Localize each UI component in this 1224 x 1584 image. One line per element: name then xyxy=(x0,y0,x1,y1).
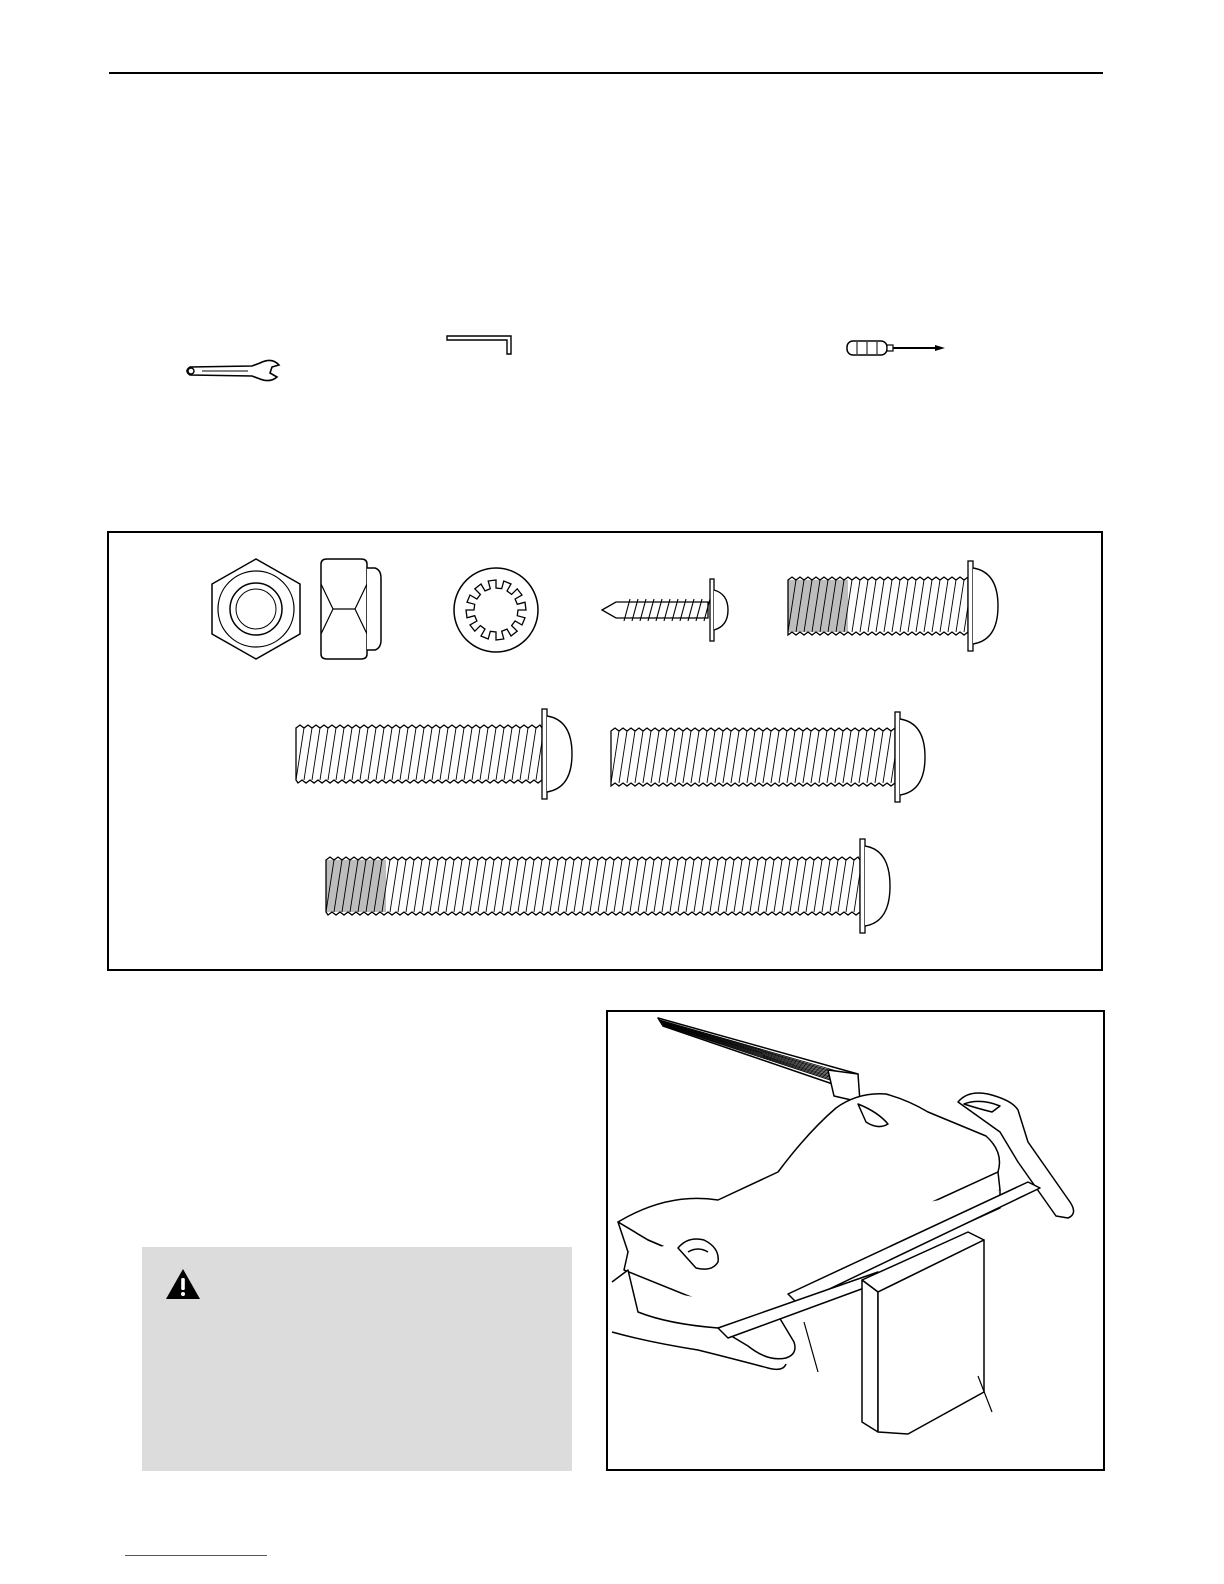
hex-key-icon xyxy=(445,333,517,357)
treadmill-base-illustration xyxy=(606,1010,1105,1471)
footer-link-underline[interactable] xyxy=(125,1555,267,1556)
bolt-icon xyxy=(786,558,1002,654)
screw-icon xyxy=(600,576,730,644)
top-rule xyxy=(109,72,1103,74)
warning-panel xyxy=(142,1247,572,1471)
bolt-icon xyxy=(294,706,576,802)
nylon-locknut-icon xyxy=(317,556,385,662)
warning-triangle-icon xyxy=(164,1267,202,1301)
star-washer-icon xyxy=(450,564,542,656)
bolt-icon xyxy=(609,709,927,805)
phillips-screwdriver-icon xyxy=(845,338,949,358)
adjustable-wrench-icon xyxy=(182,357,282,385)
bolt-icon xyxy=(324,836,892,936)
hex-nut-icon xyxy=(208,556,304,662)
